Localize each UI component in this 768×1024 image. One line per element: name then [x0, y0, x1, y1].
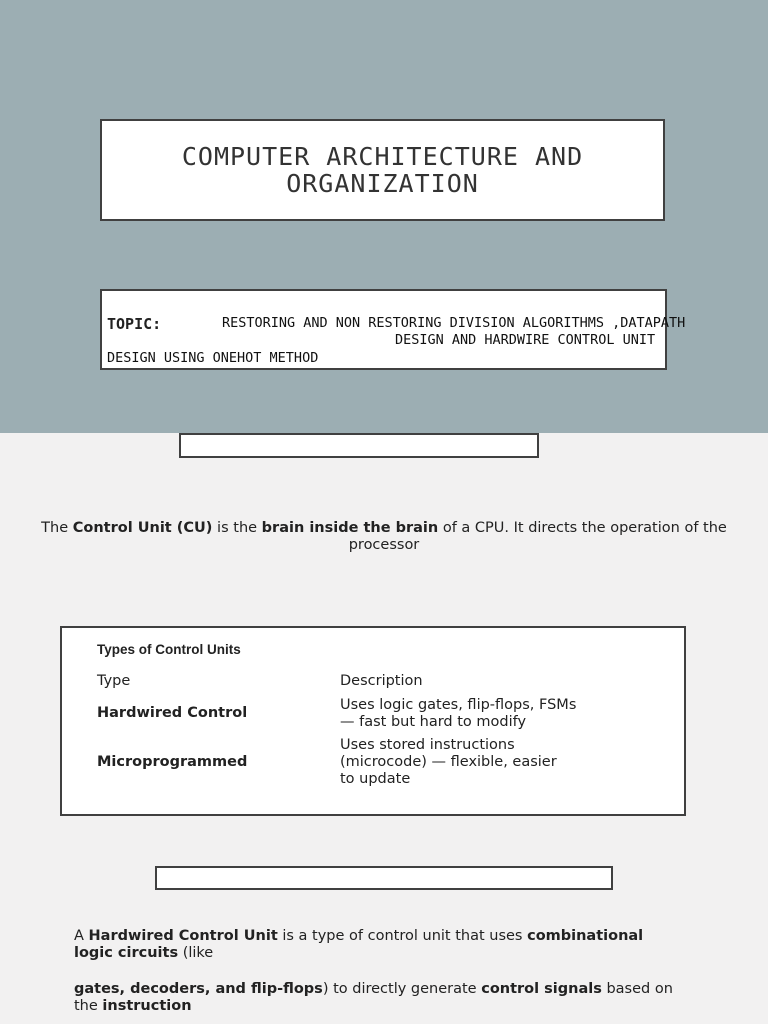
- bold-instruction: instruction: [102, 998, 192, 1014]
- topic-text-line-2: DESIGN AND HARDWIRE CONTROL UNIT: [395, 332, 656, 348]
- placeholder-strip: [155, 866, 613, 890]
- intro-text: is the: [212, 520, 262, 536]
- control-unit-intro: [30, 520, 738, 554]
- intro-bold-cu: Control Unit (CU): [72, 520, 213, 536]
- paragraph-text: based on the: [74, 981, 673, 1014]
- topic-box: [100, 289, 686, 370]
- column-header-description: Description: [340, 673, 423, 689]
- hardwired-paragraph-2: [74, 981, 674, 1015]
- column-header-type: Type: [97, 673, 131, 689]
- placeholder-strip: [179, 433, 539, 458]
- intro-text: The: [41, 520, 73, 536]
- bold-control-signals: control signals: [481, 981, 602, 997]
- table-title: Types of Control Units: [97, 642, 241, 657]
- table-row-type: Microprogrammed: [97, 754, 248, 770]
- paragraph-text: (like: [178, 945, 214, 961]
- topic-text-line-1: RESTORING AND NON RESTORING DIVISION ALGORITHMS ,DATAPATH: [222, 315, 686, 331]
- table-row-type: Hardwired Control: [97, 705, 248, 721]
- title-box: [100, 119, 665, 221]
- paragraph-text: A: [74, 928, 89, 944]
- bold-combinational-logic: combinational logic circuits: [74, 928, 644, 961]
- bold-gates-decoders: gates, decoders, and flip-flops: [74, 981, 323, 997]
- control-unit-types-table: [60, 626, 686, 816]
- bold-hardwired-cu: Hardwired Control Unit: [88, 928, 278, 944]
- intro-text: of a CPU. It directs the operation of the processor: [348, 520, 727, 553]
- page-title: COMPUTER ARCHITECTURE AND ORGANIZATION: [181, 142, 584, 198]
- paragraph-text: is a type of control unit that uses: [277, 928, 528, 944]
- topic-label: TOPIC:: [107, 315, 162, 333]
- table-row-description: Uses logic gates, flip-flops, FSMs — fast but hard to modify: [340, 697, 577, 730]
- paragraph-text: ) to directly generate: [322, 981, 482, 997]
- intro-bold-brain: brain inside the brain: [261, 520, 439, 536]
- table-row-description: Uses stored instructions (microcode) — flexible, easier to update: [340, 737, 557, 787]
- topic-text-line-3: DESIGN USING ONEHOT METHOD: [107, 350, 319, 366]
- hardwired-paragraph-1: [74, 928, 674, 962]
